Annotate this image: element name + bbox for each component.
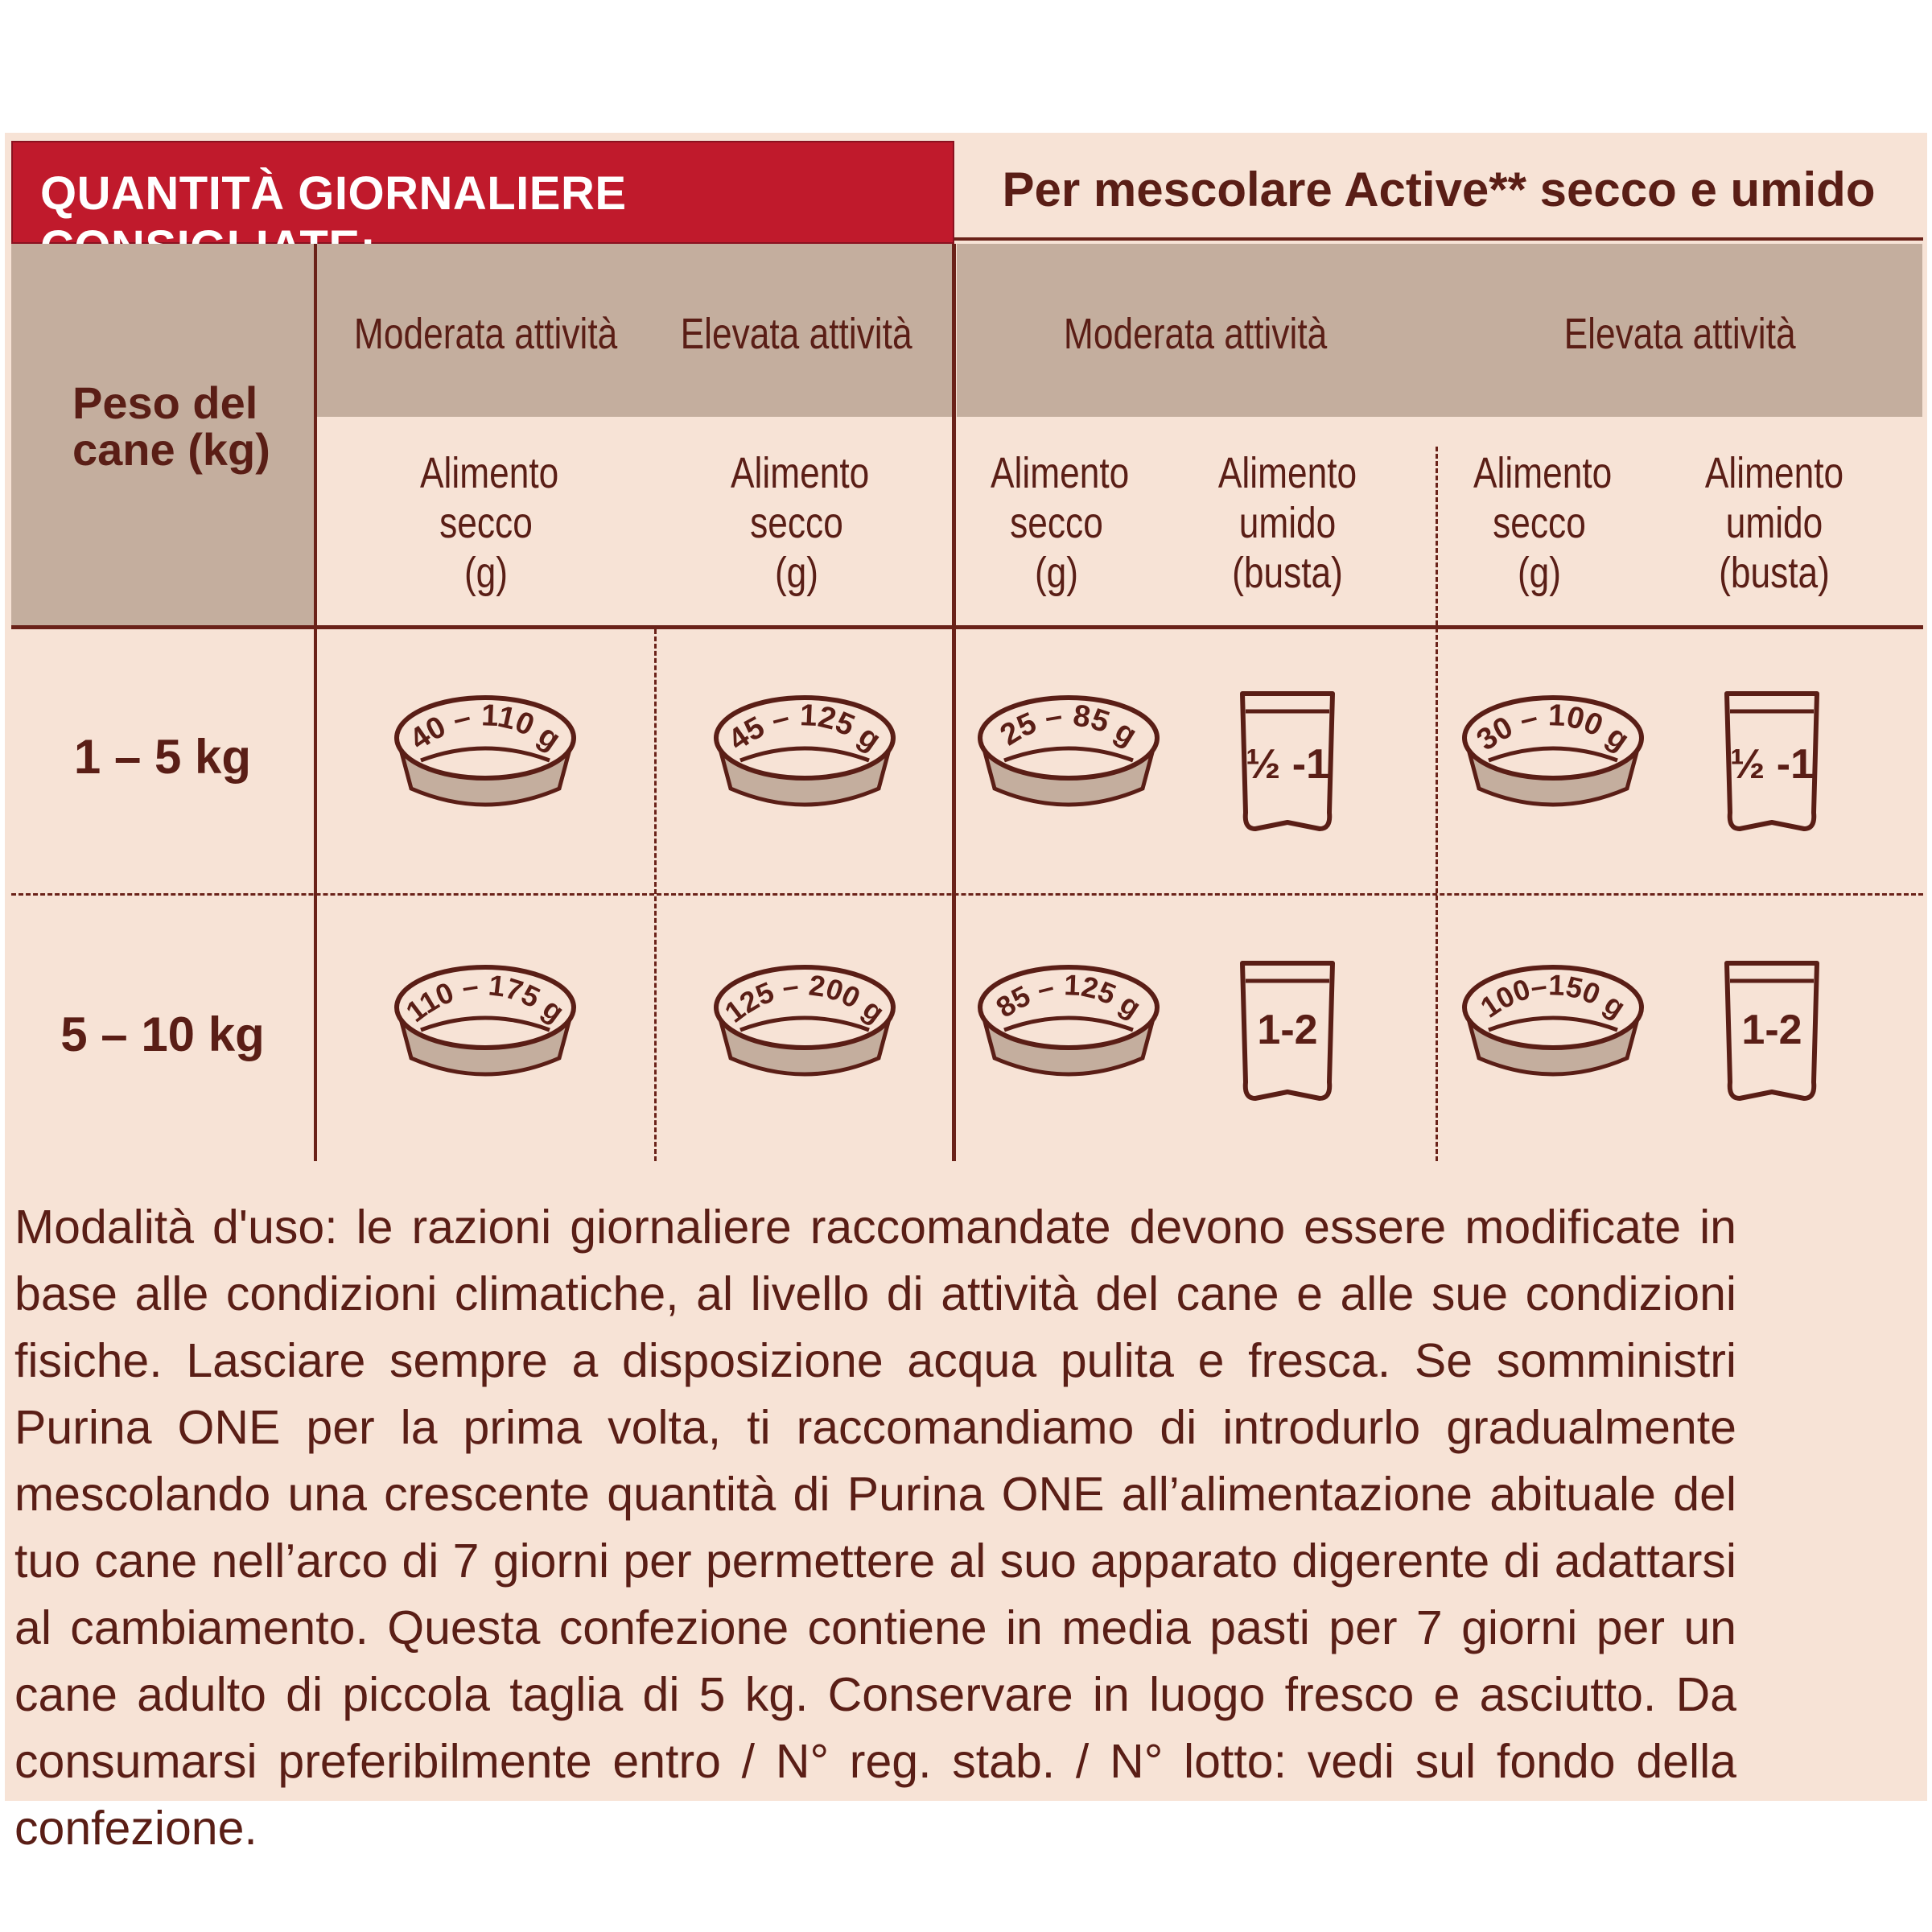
pouch-icon	[1231, 684, 1344, 837]
svg-text:110 – 175 g: 110 – 175 g	[399, 968, 571, 1029]
divider	[11, 625, 1923, 629]
pouch-icon	[1231, 954, 1344, 1106]
subheader-dry: Alimento secco (g)	[420, 449, 559, 597]
svg-text:100–150 g: 100–150 g	[1474, 968, 1632, 1024]
divider	[314, 244, 317, 1161]
subheader-wet: Alimento umido (busta)	[1217, 449, 1357, 597]
bowl-icon	[708, 680, 901, 833]
row-label-5-10kg: 5 – 10 kg	[60, 1007, 265, 1061]
subheader-dry: Alimento secco (g)	[1473, 449, 1613, 597]
svg-text:25 – 85 g: 25 – 85 g	[994, 698, 1143, 753]
header-mix-high: Elevata attività	[1564, 310, 1796, 358]
header-mix-moderate: Moderata attività	[1064, 310, 1328, 358]
header-banner	[11, 141, 954, 244]
header-title: QUANTITÀ GIORNALIERE	[40, 167, 627, 220]
row-label-1-5kg: 1 – 5 kg	[73, 729, 252, 784]
divider	[952, 244, 956, 1161]
svg-text:125 – 200 g: 125 – 200 g	[718, 968, 891, 1029]
svg-text:40 – 110 g: 40 – 110 g	[403, 698, 567, 757]
header-moderate-dry: Moderata attività	[354, 310, 618, 358]
weight-column-header: Peso del cane (kg)	[72, 377, 270, 475]
subheader-dry: Alimento secco (g)	[731, 449, 870, 597]
svg-text:30 – 100 g: 30 – 100 g	[1470, 698, 1636, 758]
svg-text:1-2: 1-2	[1741, 1007, 1802, 1053]
divider	[954, 237, 1923, 241]
header-high-dry: Elevata attività	[681, 310, 912, 358]
pouch-icon	[1716, 954, 1828, 1106]
mix-title: Per mescolare Active** secco e umido	[1002, 162, 1876, 216]
row-divider	[11, 893, 1923, 896]
svg-text:½ -1: ½ -1	[1245, 741, 1330, 788]
bowl-icon	[708, 950, 901, 1102]
pouch-icon	[1716, 684, 1828, 837]
svg-text:½ -1: ½ -1	[1729, 741, 1815, 788]
usage-instructions: Modalità d'uso: le razioni giornaliere raccomandate devono essere modificate in base alle condizioni climatiche, al livello di attività del cane e alle sue condizioni fisiche. Lasciare sempre a disposizione acqua pulita e fresca. Se somministri Purina ONE per la prima volta, ti raccomandiamo di introdurlo gradualmente mescolando una crescente quantità di Purina ONE all’alimentazione abituale del tuo cane nell’arco di 7 giorni per permettere al suo apparato digerente di adattarsi al cambiamento. Questa confezione contiene in media pasti per 7 giorni per un cane adulto di piccola taglia di 5 kg. Conservare in luogo fresco e asciutto. Da consumarsi preferibilmente entro / N° reg. stab. / N° lotto: vedi sul fondo della confezione.	[14, 1201, 1736, 1855]
subheader-wet: Alimento umido (busta)	[1704, 449, 1844, 597]
subheader-dry: Alimento secco (g)	[991, 449, 1130, 597]
column-divider	[1436, 447, 1438, 1161]
svg-text:45 – 125 g: 45 – 125 g	[722, 698, 888, 758]
bowl-icon	[1456, 950, 1650, 1102]
bowl-icon	[1456, 680, 1650, 833]
bowl-icon	[389, 680, 582, 833]
bowl-icon	[972, 950, 1165, 1102]
bowl-icon	[972, 680, 1165, 833]
column-divider	[654, 629, 657, 1161]
bowl-icon	[389, 950, 582, 1102]
svg-text:1-2: 1-2	[1257, 1007, 1318, 1053]
svg-text:85 – 125 g: 85 – 125 g	[990, 968, 1147, 1024]
